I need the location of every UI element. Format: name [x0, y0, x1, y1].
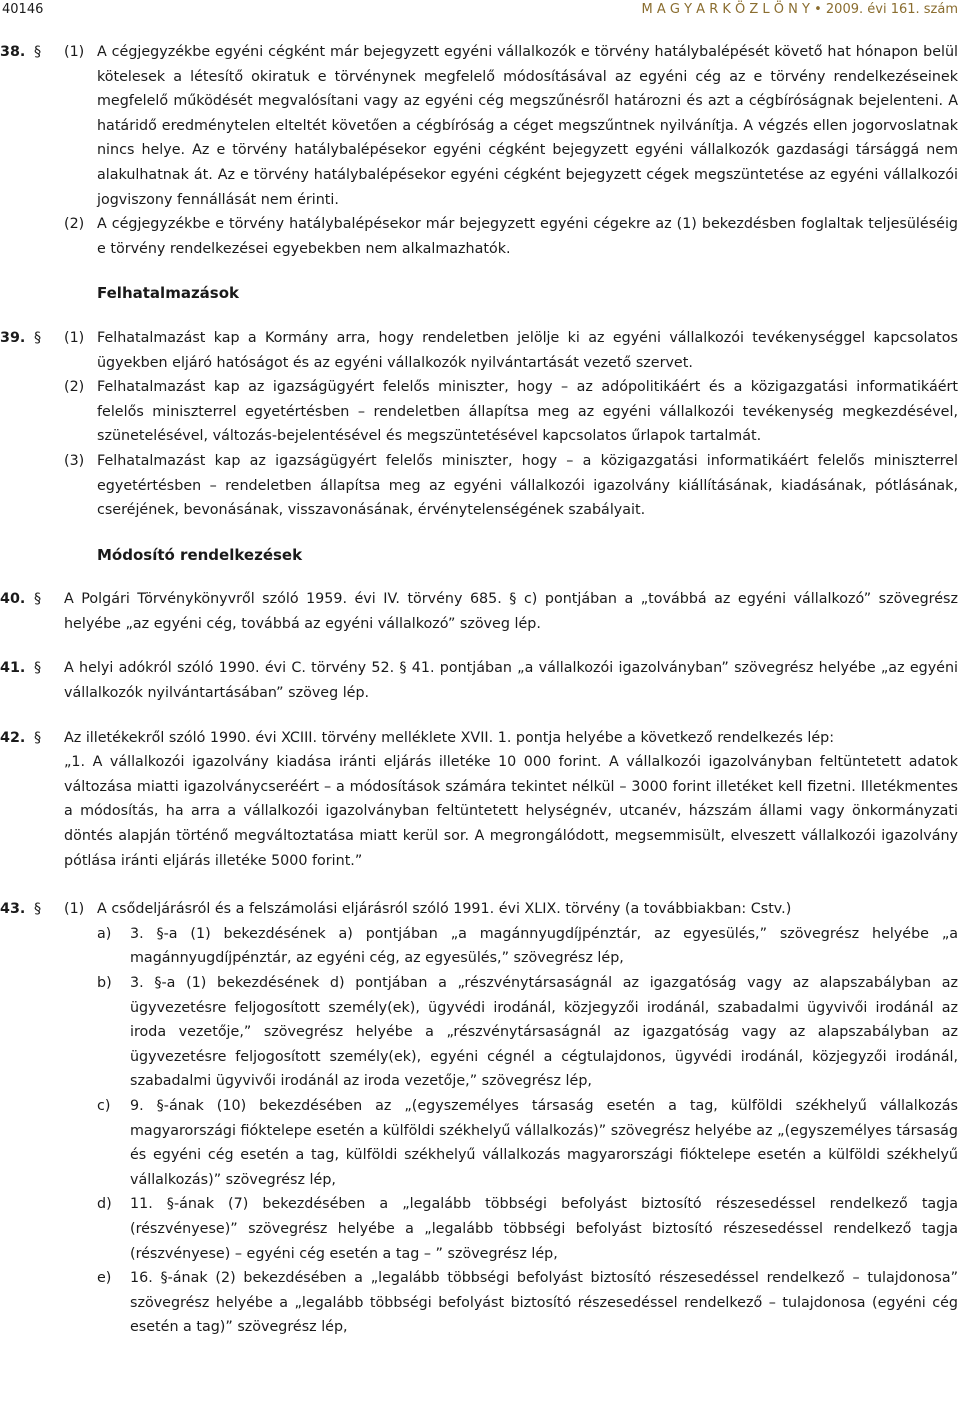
- paragraph-text: A cégjegyzékbe egyéni cégként már bejegyzett egyéni vállalkozók e törvény hatálybalépését követő hat hónapon belül kötelesek a létesítő okiratuk e törvénynek megfelelő módosításával az egyéni cég az e törvény rendelkezéseinek megfelelő működését megvalósítani vagy az egyéni cég megszűnésről határozni és azt a cégbíróságnak bejelenteni. A határidő eredménytelen elteltét követően a cégbíróság a céget megszűntnek nyilvánítja. A végzés ellen jogorvoslatnak nincs helye. Az e törvény hatálybalépésekor egyéni cégként bejegyzett egyéni vállalkozók gazdasági társággá nem alakulhatnak át. Az e törvény hatálybalépésekor egyéni cégként bejegyzett cégek megszüntetése az egyéni vállalkozói jogviszony fennállását nem érinti.: [97, 44, 958, 208]
- subsection-number: (2): [64, 216, 85, 233]
- section-43: [0, 897, 958, 1340]
- section-number: 41.: [0, 660, 26, 677]
- paragraph-text: A cégjegyzékbe e törvény hatálybalépésekor már bejegyzett egyéni cégekre az (1) bekezdésben foglaltak teljesüléséig e törvény rendelkezései egyebekben nem alkalmazhatók.: [97, 216, 958, 257]
- section-sign: §: [34, 660, 42, 677]
- list-item: [97, 1266, 958, 1340]
- section-sign: §: [34, 901, 42, 918]
- item-text: 3. §-a (1) bekezdésének a) pontjában „a magánnyugdíjpénztár, az egyesülés,” szövegrész helyébe „a magánnyugdíjpénztár, az egyéni cég, az egyesülés,” szövegrész lép,: [130, 925, 958, 967]
- subsection-number: (1): [64, 329, 85, 346]
- section-sign: §: [34, 329, 42, 346]
- section-38: [0, 40, 958, 212]
- section-42: [0, 726, 958, 874]
- paragraph-text: Az illetékekről szóló 1990. évi XCIII. törvény melléklete XVII. 1. pontja helyébe a következő rendelkezés lép:: [64, 729, 835, 746]
- item-letter: b): [97, 975, 112, 991]
- section-39: [0, 326, 958, 375]
- section-sign: §: [34, 729, 42, 746]
- paragraph-text: A csődeljárásról és a felszámolási eljárásról szóló 1991. évi XLIX. törvény (a továbbiakban: Cstv.): [97, 901, 792, 918]
- paragraph-text: Felhatalmazást kap a Kormány arra, hogy rendeletben jelölje ki az egyéni vállalkozói tevékenységgel kapcsolatos ügyekben eljáró hatóságot és az egyéni vállalkozók nyilvántartását vezető szervet.: [97, 329, 958, 371]
- item-text: 11. §-ának (7) bekezdésében a „legalább többségi befolyást biztosító részesedéssel rendelkező tagja (részvényese)” szövegrész helyébe a „legalább többségi befolyást biztosító részesedéssel rendelkező tagja (részvényese) – egyéni cég esetén a tag – ” szövegrész lép,: [130, 1196, 958, 1262]
- subsection-number: (1): [64, 901, 85, 918]
- section-38-para-2: [0, 212, 958, 261]
- document-body: [0, 40, 958, 1340]
- item-text: 9. §-ának (10) bekezdésében az „(egyszemélyes társaság esetén a tag, külföldi székhelyű vállalkozás magyarországi fióktelepe esetén a külföldi székhelyű vállalkozás)” szövegrész helyébe az „(egyszemélyes társaság és egyéni cég esetén a tag, külföldi székhelyű vállalkozás magyarországi fióktelepe esetén a külföldi székhelyű vállalkozás)” szövegrész lép,: [130, 1097, 958, 1188]
- section-number: 43.: [0, 901, 26, 918]
- paragraph-text: Felhatalmazást kap az igazságügyért felelős miniszter, hogy – a közigazgatási informatikáért felelős miniszterrel egyetértésben – rendeletben állapítsa meg az egyéni vállalkozói igazolvány kiállításának, kiadásának, pótlásának, cseréjének, bevonásának, visszavonásának, érvénytelenségének szabályait.: [97, 452, 958, 519]
- section-number: 38.: [0, 44, 26, 60]
- page-number: 40146: [2, 2, 44, 17]
- section-number: 42.: [0, 729, 26, 746]
- paragraph-text: A helyi adókról szóló 1990. évi C. törvény 52. § 41. pontjában „a vállalkozói igazolványban” szövegrész helyébe „az egyéni vállalkozók nyilvántartásában” szöveg lép.: [64, 660, 958, 702]
- paragraph-text: Felhatalmazást kap az igazságügyért felelős miniszter, hogy – az adópolitikáért és a közigazgatási informatikáért felelős miniszterrel egyetértésben – rendeletben állapítsa meg az egyéni vállalkozói tevékenység megkezdésével, szünetelésével, változás-bejelentésével és megszüntetésével kapcsolatos űrlapok tartalmát.: [97, 379, 958, 445]
- item-letter: e): [97, 1270, 112, 1287]
- subsection-number: (2): [64, 379, 85, 396]
- subsection-number: (1): [64, 44, 85, 60]
- section-sign: §: [34, 44, 42, 60]
- quoted-provision: „1. A vállalkozói igazolvány kiadása iránti eljárás illetéke 10 000 forint. A vállalkozói igazolványban feltüntetett adatok változása miatti igazolványcseréért – a módosítások számára tekintet nélkül – 3000 forint illetéket kell fizetni. Illetékmentes a módosítás, ha arra a vállalkozói igazolványban feltüntetett helységnév, utcanév, házszám állami vagy önkormányzati döntés alapján történő megváltoztatása miatt kerül sor. A megrongálódott, megsemmisült, elveszett vállalkozói igazolvány pótlása iránti eljárás illetéke 5000 forint.”: [64, 754, 958, 869]
- item-text: 16. §-ának (2) bekezdésében a „legalább többségi befolyást biztosító részesedéssel rendelkező – tulajdonosa” szövegrész helyébe a „legalább többségi befolyást biztosító részesedéssel rendelkező – tulajdonosa (egyéni cég esetén a tag)” szövegrész lép,: [130, 1270, 958, 1336]
- section-number: 40.: [0, 591, 26, 608]
- section-41: [0, 656, 958, 705]
- list-item: [97, 1094, 958, 1192]
- list-item: [97, 922, 958, 971]
- list-item: [97, 971, 958, 1094]
- section-39-para-3: [0, 449, 958, 523]
- item-text: 3. §-a (1) bekezdésének d) pontjában a „részvénytársaságnál az igazgatóság vagy az alapszabályban az ügyvezetésre feljogosított személy(ek), ügyvédi irodánál, közjegyzői irodánál, szabadalmi ügyvivői irodánál az iroda vezetője,” szövegrész helyébe a „részvénytársaságnál az igazgatóság vagy az alapszabályban az ügyvezetésre feljogosított személy(ek), egyéni cégnél a cégtulajdonos, ügyvédi irodánál, közjegyzői irodánál, szabadalmi ügyvivői irodánál az iroda vezetője,” szövegrész lép,: [130, 975, 958, 1090]
- section-sign: §: [34, 591, 42, 608]
- heading-modosito-rendelkezesek: Módosító rendelkezések: [97, 545, 303, 564]
- section-number: 39.: [0, 329, 26, 346]
- section-39-para-2: [0, 375, 958, 449]
- subsection-number: (3): [64, 452, 85, 469]
- section-40: [0, 587, 958, 636]
- item-letter: a): [97, 925, 112, 942]
- item-letter: d): [97, 1196, 112, 1213]
- page-header: [0, 0, 960, 22]
- item-letter: c): [97, 1097, 111, 1114]
- heading-felhatalmazasok: Felhatalmazások: [97, 284, 240, 303]
- journal-title: M A G Y A R K Ö Z L Ö N Y • 2009. évi 161. szám: [641, 2, 958, 17]
- paragraph-text: A Polgári Törvénykönyvről szóló 1959. évi IV. törvény 685. § c) pontjában a „továbbá az egyéni vállalkozó” szövegrész helyébe „az egyéni cég, továbbá az egyéni vállalkozó” szöveg lép.: [64, 591, 958, 632]
- list-item: [97, 1192, 958, 1266]
